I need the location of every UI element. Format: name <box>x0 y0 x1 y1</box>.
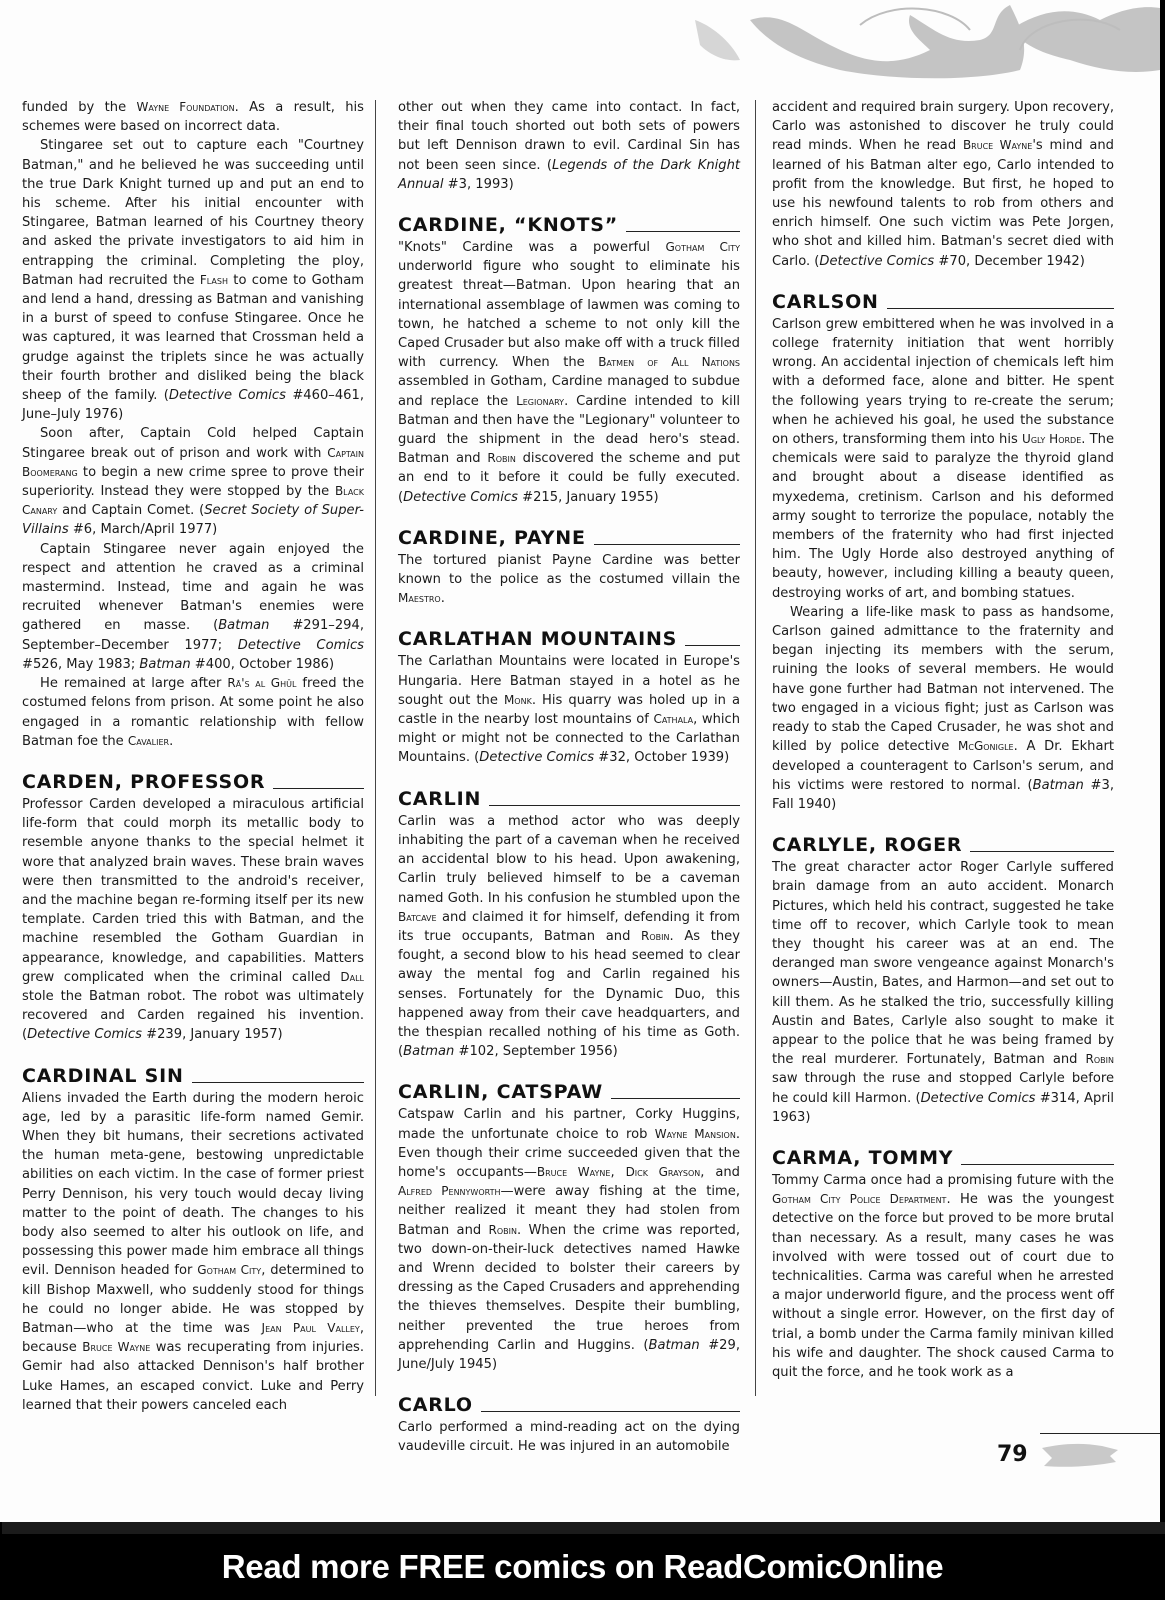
column-divider <box>755 100 756 1396</box>
entry-heading <box>398 628 740 650</box>
heading-rule <box>489 805 740 806</box>
entry-paragraph: The Carlathan Mountains were located in Europe's Hungaria. Here Batman stayed in a hotel as he sought out the Monk. His quarry was holed up in a castle in the nearby lost mountains of Cathala, which might or might not be connected to the Carlathan Mountains. (Detective Comics #32, October 1939) <box>398 654 741 766</box>
entry-paragraph: The tortured pianist Payne Cardine was better known to the police as the costumed villain the Maestro. <box>398 552 740 607</box>
heading-rule <box>611 1098 740 1099</box>
entry-title: CARLYLE, ROGER <box>772 834 963 857</box>
text-column-2 <box>398 98 740 1457</box>
heading-rule <box>961 1164 1114 1165</box>
entry-paragraph: funded by the Wayne Foundation. As a result, his schemes were based on incorrect data. <box>22 100 364 135</box>
entry-title: CARDINAL SIN <box>22 1064 184 1087</box>
entry-title: CARLATHAN MOUNTAINS <box>398 628 678 651</box>
entry-heading <box>22 1065 364 1087</box>
entry-heading <box>398 527 740 549</box>
entry-heading <box>398 1081 740 1103</box>
entry-heading <box>772 1147 1114 1169</box>
entry-title: CARMA, TOMMY <box>772 1146 954 1169</box>
heading-rule <box>481 1411 740 1412</box>
heading-rule <box>887 308 1114 309</box>
entry-paragraph: Soon after, Captain Cold helped Captain Stingaree break out of prison and work with Captain Boomerang to begin a new crime spree to prove their superiority. Instead they were stopped by the Black Canary and Captain Comet. (Secret Society of Super-Villains #6, March/April 1977) <box>22 426 364 538</box>
entry-title: CARDEN, PROFESSOR <box>22 770 266 793</box>
promo-banner[interactable]: Read more FREE comics on ReadComicOnline <box>0 1534 1165 1600</box>
column-divider <box>375 100 376 1396</box>
entry-title: CARLIN <box>398 787 482 810</box>
text-column-3 <box>772 98 1114 1382</box>
entry-paragraph: Wearing a life-like mask to pass as handsome, Carlson gained admittance to the fraternity and began injecting its members with the serum, ruining the looks of several members. He would have gone further had Batman not intervened. The two engaged in a vicious fight; just as Carlson was ready to stab the Caped Crusader, he was shot and killed by police detective McGonigle. A Dr. Ekhart developed a counteragent to Carlson's serum, and his victims were restored to normal. (Batman #3, Fall 1940) <box>772 604 1114 812</box>
entry-title: CARLSON <box>772 290 879 313</box>
entry-paragraph: The great character actor Roger Carlyle suffered brain damage from an auto accident. Monarch Pictures, which held his contract, suggested he take time off to recover, which Carlyle took to mean they thought his career was at an end. The deranged man swore vengeance against Monarch's owners—Austin, Bates, and Harmon—and set out to kill them. As he stalked the trio, successfully killing Austin and Bates, Carlyle also sought to make it appear to the police that he was being framed by the real murderer. Fortunately, Batman and Robin saw through the ruse and stopped Carlyle before he could kill Harmon. (Detective Comics #314, April 1963) <box>772 860 1114 1125</box>
entry-paragraph: Professor Carden developed a miraculous artificial life-form that could morph its metallic body to resemble anyone thanks to the special helmet it wore that analyzed brain waves. These brain waves were then transmitted to the android's receiver, and the machine began re-forming itself per its new template. Carden tried this with Batman, and the machine resembled the Gotham Guardian in appearance, knowledge, and capabilities. Matters grew complicated when the criminal called Dall stole the Batman robot. The robot was ultimately recovered and Carden regained his invention. (Detective Comics #239, January 1957) <box>22 796 364 1043</box>
entry-heading <box>772 291 1114 313</box>
entry-paragraph: Catspaw Carlin and his partner, Corky Huggins, made the unfortunate choice to rob Wayne Mansion. Even though their crime succeeded given that the home's occupants—Bruce Wayne, Dick Grayson, and Alfred Pennyworth—were away fishing at the time, neither realized it meant they had stolen from Batman and Robin. When the crime was reported, two down-on-their-luck detectives named Hawke and Wrenn decided to bolster their careers by dressing as the Caped Crusaders and apprehending the thieves themselves. Despite their bumbling, neither prevented the true heroes from apprehending Carlin and Huggins. (Batman #29, June/July 1945) <box>398 1107 740 1372</box>
entry-heading <box>22 771 364 793</box>
heading-rule <box>192 1082 364 1083</box>
entry-paragraph: Carlson grew embittered when he was involved in a college fraternity initiation that went horribly wrong. An accidental injection of chemicals left him with a deformed face, alone and bitter. He spent the following years trying to re-create the serum; when he achieved his goal, he used the substance on others, transforming them into his Ugly Horde. The chemicals were said to paralyze the thyroid gland and brought about a disease identified as myxedema, cretinism. Carlson and his deformed army sought to terrorize the populace, notably the members of the fraternity who had first injected him. The Ugly Horde also destroyed anything of beauty, however, including killing a beauty queen, destroying works of art, and bombing statues. <box>772 316 1115 601</box>
heading-rule <box>970 851 1114 852</box>
entry-paragraph: accident and required brain surgery. Upon recovery, Carlo was astonished to discover he truly could read minds. When he read Bruce Wayne's mind and learned of his Batman alter ego, Carlo intended to profit from the knowledge. But first, he hoped to use his newfound talents to rob from others and enrich himself. One such victim was Pete Jorgen, who shot and killed him. Batman's secret died with Carlo. (Detective Comics #70, December 1942) <box>772 100 1114 269</box>
entry-paragraph: Carlo performed a mind-reading act on the dying vaudeville circuit. He was injured in an automobile <box>398 1420 740 1455</box>
entry-paragraph: Stingaree set out to capture each "Courtney Batman," and he believed he was succeeding until the true Dark Knight turned up and put an end to his scheme. After his initial encounter with Stingaree, Batman learned of his Courtney theory and asked the private investigators to aid him in entrapping the criminal. Completing the ploy, Batman had recruited the Flash to come to Gotham and lend a hand, dressing as Batman and vanishing in a burst of speed to confuse Stingaree. Once he was captured, it was learned that Crossman held a grudge against the triplets since he was actually their fourth brother and disliked being the black sheep of the family. (Detective Comics #460–461, June–July 1976) <box>22 138 364 423</box>
entry-paragraph: Captain Stingaree never again enjoyed the respect and attention he craved as a criminal mastermind. Instead, time and again he was recruited whenever Batman's enemies were gathered en masse. (Batman #291–294, September–December 1977; Detective Comics #526, May 1983; Batman #400, October 1986) <box>22 541 364 672</box>
entry-title: CARDINE, PAYNE <box>398 526 586 549</box>
bat-ornament-footer-icon <box>1040 1440 1120 1470</box>
entry-paragraph: Carlin was a method actor who was deeply inhabiting the part of a caveman when he received an accidental blow to his head. Upon awakening, Carlin truly believed himself to be a caveman named Goth. In his confusion he stumbled upon the Batcave and claimed it for himself, defending it from its true occupants, Batman and Robin. As they fought, a second blow to his head seemed to clear away the mental fog and Carlin regained his senses. Fortunately for the Dynamic Duo, this happened away from their cave headquarters, and the thespian recalled nothing of his time as Goth. (Batman #102, September 1956) <box>398 813 740 1060</box>
entry-title: CARLIN, CATSPAW <box>398 1081 603 1104</box>
page-number: 79 <box>997 1442 1028 1467</box>
entry-heading <box>398 788 740 810</box>
entry-paragraph: Aliens invaded the Earth during the modern heroic age, led by a parasitic life-form named Gemir. When they bit humans, their secretions activated the human meta-gene, bestowing unpredictable abilities on each victim. In the case of former priest Perry Dennison, his very touch would decay living matter to the point of death. The changes to his body also seemed to alter his outlook on life, and possessing this power made him embrace all things evil. Dennison headed for Gotham City, determined to kill Bishop Maxwell, who suddenly stood for things he could no longer abide. He was stopped by Batman—who at the time was Jean Paul Valley, because Bruce Wayne was recuperating from injuries. Gemir had also attacked Dennison's half brother Luke Hames, an escaped convict. Luke and Perry learned that their powers canceled each <box>22 1090 364 1413</box>
entry-title: CARDINE, “KNOTS” <box>398 214 619 237</box>
text-column-1 <box>22 98 364 1415</box>
footer-rule <box>1040 1433 1160 1434</box>
heading-rule <box>594 544 740 545</box>
entry-heading <box>772 834 1114 856</box>
heading-rule <box>685 645 740 646</box>
bat-wing-ornament-icon <box>690 0 1160 85</box>
entry-paragraph: He remained at large after Rā's al Ghūl freed the costumed felons from prison. At some point he also engaged in a romantic relationship with fellow Batman foe the Cavalier. <box>22 676 365 749</box>
heading-rule <box>626 231 740 232</box>
heading-rule <box>273 788 364 789</box>
entry-paragraph: "Knots" Cardine was a powerful Gotham City underworld figure who sought to eliminate his greatest threat—Batman. Upon hearing that an international assemblage of lawmen was coming to town, he hatched a scheme to not only kill the Caped Crusader but also make off with a truck filled with currency. When the Batmen of All Nations assembled in Gotham, Cardine managed to subdue and replace the Legionary. Cardine intended to kill Batman and then have the "Legionary" volunteer to guard the shipment in the dead hero's stead. Batman and Robin discovered the scheme and put an end to it before it could be fully executed. (Detective Comics #215, January 1955) <box>398 240 741 505</box>
entry-paragraph: Tommy Carma once had a promising future with the Gotham City Police Department. He was the youngest detective on the force but proved to be more brutal than necessary. As a result, many cases he was involved with were tossed out of court due to technicalities. Carma was careful when he arrested a major underworld figure, and the process went off without a single error. However, on the first day of trial, a bomb under the Carma family minivan killed his wife and daughter. The shock caused Carma to quit the force, and he took work as a <box>772 1172 1114 1380</box>
entry-paragraph: other out when they came into contact. In fact, their final touch shorted out both sets of powers but left Dennison drawn to evil. Cardinal Sin has not been seen since. (Legends of the Dark Knight Annual #3, 1993) <box>398 100 740 192</box>
entry-heading <box>398 1394 740 1416</box>
entry-title: CARLO <box>398 1394 473 1417</box>
page-bottom-edge <box>2 1522 1165 1534</box>
entry-heading <box>398 214 740 236</box>
